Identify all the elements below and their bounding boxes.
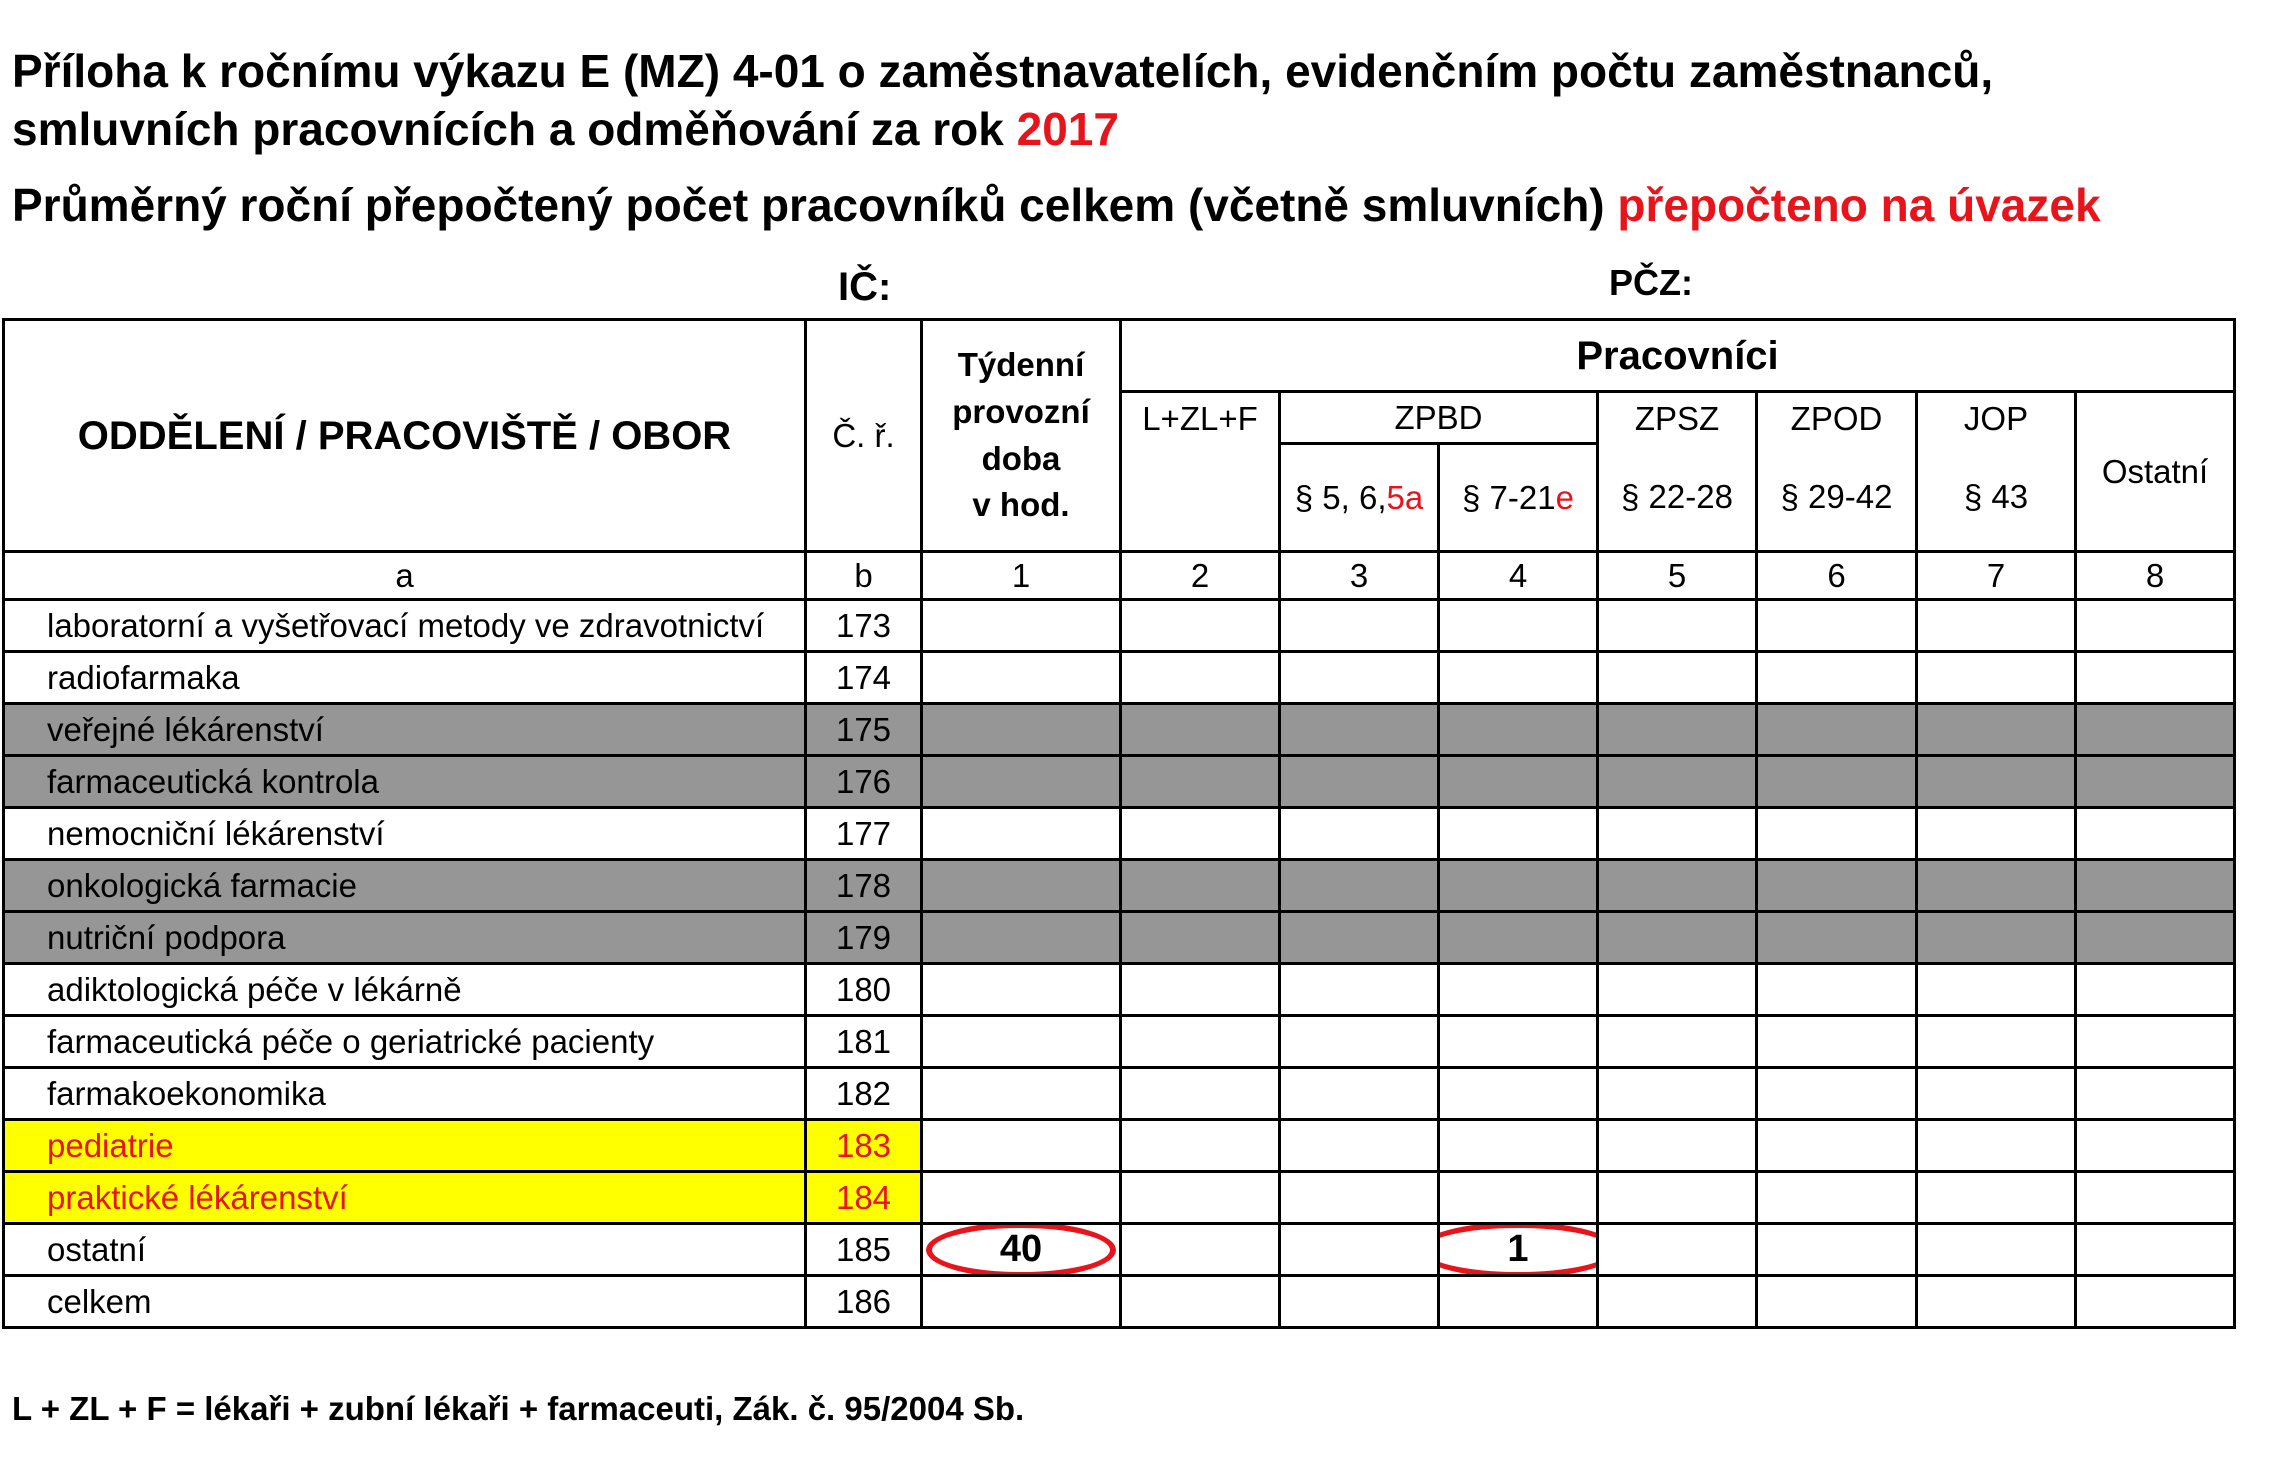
value-cell-col-1[interactable] xyxy=(922,1016,1121,1068)
value-cell-col-6[interactable] xyxy=(1757,808,1917,860)
col-index-6: 6 xyxy=(1757,552,1917,600)
header-p3-black: § 5, 6, xyxy=(1294,478,1387,516)
row-name: farmakoekonomika xyxy=(4,1068,806,1120)
value-cell-col-5[interactable] xyxy=(1598,912,1757,964)
value-cell-col-3[interactable] xyxy=(1280,1172,1439,1224)
row-code: 182 xyxy=(806,1068,922,1120)
value-cell-col-1[interactable] xyxy=(922,1120,1121,1172)
value-cell-col-8[interactable] xyxy=(2076,1120,2235,1172)
value-cell-col-8[interactable] xyxy=(2076,912,2235,964)
value-cell-col-2[interactable] xyxy=(1121,964,1280,1016)
value-cell-col-1[interactable] xyxy=(922,860,1121,912)
value-cell-col-4[interactable] xyxy=(1439,1068,1598,1120)
value-cell-col-2[interactable] xyxy=(1121,808,1280,860)
value-cell-col-8[interactable] xyxy=(2076,600,2235,652)
value-cell-col-5[interactable] xyxy=(1598,1120,1757,1172)
value-cell-col-5[interactable] xyxy=(1598,756,1757,808)
value-cell-col-4[interactable] xyxy=(1439,1172,1598,1224)
value-cell-col-6[interactable] xyxy=(1757,1224,1917,1276)
header-weekly-hours-l2: provozní xyxy=(952,392,1090,430)
value-cell-col-5[interactable] xyxy=(1598,652,1757,704)
row-code: 183 xyxy=(806,1120,922,1172)
value-cell-col-2[interactable] xyxy=(1121,1276,1280,1328)
value-cell-col-8[interactable] xyxy=(2076,756,2235,808)
header-cr: Č. ř. xyxy=(806,320,922,552)
value-cell-col-3[interactable] xyxy=(1280,1068,1439,1120)
row-code: 185 xyxy=(806,1224,922,1276)
value-cell-col-4[interactable] xyxy=(1439,600,1598,652)
row-code: 175 xyxy=(806,704,922,756)
value-cell-col-2[interactable] xyxy=(1121,1068,1280,1120)
value-cell-col-4[interactable] xyxy=(1439,704,1598,756)
value-cell-col-7[interactable] xyxy=(1917,964,2076,1016)
value-cell-col-5[interactable] xyxy=(1598,1172,1757,1224)
table-row xyxy=(4,808,2235,860)
value-cell-col-8[interactable] xyxy=(2076,1068,2235,1120)
value-cell-col-2[interactable] xyxy=(1121,912,1280,964)
header-lzlf-sub xyxy=(1121,444,1280,552)
value-cell-col-1[interactable] xyxy=(922,1172,1121,1224)
header-p4-red: e xyxy=(1555,478,1574,516)
value-cell-col-3[interactable] xyxy=(1280,964,1439,1016)
row-name: ostatní xyxy=(4,1224,806,1276)
table-row xyxy=(4,1120,2235,1172)
value-cell-col-5[interactable] xyxy=(1598,600,1757,652)
row-code: 174 xyxy=(806,652,922,704)
footnote: L + ZL + F = lékaři + zubní lékaři + farmaceuti, Zák. č. 95/2004 Sb. xyxy=(12,1390,1025,1427)
table-row xyxy=(4,756,2235,808)
value-cell-col-1[interactable] xyxy=(922,808,1121,860)
row-code: 179 xyxy=(806,912,922,964)
value-cell-col-4[interactable] xyxy=(1439,808,1598,860)
value-cell-col-3[interactable] xyxy=(1280,1276,1439,1328)
ic-label: IČ: xyxy=(838,265,892,309)
circled-value: 1 xyxy=(1439,1224,1598,1276)
value-cell-col-6[interactable] xyxy=(1757,964,1917,1016)
table-row xyxy=(4,1224,2235,1276)
header-ostatni: Ostatní xyxy=(2076,392,2235,552)
col-index-2: 2 xyxy=(1121,552,1280,600)
row-code: 181 xyxy=(806,1016,922,1068)
column-index-row xyxy=(4,552,2235,600)
value-cell-col-6[interactable] xyxy=(1757,860,1917,912)
value-cell-col-7[interactable] xyxy=(1917,756,2076,808)
value-cell-col-2[interactable] xyxy=(1121,1120,1280,1172)
value-cell-col-2[interactable] xyxy=(1121,1224,1280,1276)
header-lzlf: L+ZL+F xyxy=(1121,392,1280,444)
value-cell-col-8[interactable] xyxy=(2076,1276,2235,1328)
value-cell-col-1[interactable] xyxy=(922,964,1121,1016)
value-cell-col-7[interactable] xyxy=(1917,1016,2076,1068)
row-code: 176 xyxy=(806,756,922,808)
col-index-3: 3 xyxy=(1280,552,1439,600)
value-cell-col-3[interactable] xyxy=(1280,1016,1439,1068)
header-weekly-hours-l4: v hod. xyxy=(972,486,1070,524)
value-cell-col-2[interactable] xyxy=(1121,860,1280,912)
value-cell-col-8[interactable] xyxy=(2076,808,2235,860)
row-name: nemocniční lékárenství xyxy=(4,808,806,860)
row-name: onkologická farmacie xyxy=(4,860,806,912)
value-cell-col-2[interactable] xyxy=(1121,652,1280,704)
value-cell-col-2[interactable] xyxy=(1121,600,1280,652)
col-index-b: b xyxy=(806,552,922,600)
value-cell-col-2[interactable] xyxy=(1121,756,1280,808)
value-cell-col-6[interactable] xyxy=(1757,600,1917,652)
value-cell-col-7[interactable] xyxy=(1917,912,2076,964)
row-name: laboratorní a vyšetřovací metody ve zdravotnictví xyxy=(4,600,806,652)
value-cell-col-6[interactable] xyxy=(1757,1068,1917,1120)
value-cell-col-2[interactable] xyxy=(1121,704,1280,756)
value-cell-col-4[interactable] xyxy=(1439,652,1598,704)
value-cell-col-8[interactable] xyxy=(2076,964,2235,1016)
value-cell-col-3[interactable] xyxy=(1280,756,1439,808)
value-cell-col-4[interactable] xyxy=(1439,1016,1598,1068)
title-line-3-red: přepočteno na úvazek xyxy=(1617,179,2101,231)
header-zpsz: ZPSZ xyxy=(1598,392,1757,444)
value-cell-col-3[interactable] xyxy=(1280,912,1439,964)
value-cell-col-3[interactable] xyxy=(1280,1120,1439,1172)
row-name: nutriční podpora xyxy=(4,912,806,964)
value-cell-col-6[interactable] xyxy=(1757,756,1917,808)
title-line-2-text: smluvních pracovnících a odměňování za rok xyxy=(12,103,1017,155)
table-row xyxy=(4,600,2235,652)
value-cell-col-3[interactable] xyxy=(1280,1224,1439,1276)
value-cell-col-7[interactable] xyxy=(1917,652,2076,704)
value-cell-col-7[interactable] xyxy=(1917,1120,2076,1172)
value-cell-col-5[interactable] xyxy=(1598,860,1757,912)
value-cell-col-6[interactable] xyxy=(1757,704,1917,756)
value-cell-col-6[interactable] xyxy=(1757,652,1917,704)
value-cell-col-8[interactable] xyxy=(2076,652,2235,704)
value-cell-col-8[interactable] xyxy=(2076,860,2235,912)
row-code: 186 xyxy=(806,1276,922,1328)
row-code: 178 xyxy=(806,860,922,912)
table-row xyxy=(4,652,2235,704)
row-code: 184 xyxy=(806,1172,922,1224)
value-cell-col-2[interactable] xyxy=(1121,1016,1280,1068)
value-cell-col-8[interactable] xyxy=(2076,1016,2235,1068)
title-line-2 xyxy=(12,103,1119,155)
row-name: farmaceutická kontrola xyxy=(4,756,806,808)
value-cell-col-7[interactable] xyxy=(1917,1068,2076,1120)
value-cell-col-4[interactable] xyxy=(1439,1120,1598,1172)
header-p3 xyxy=(1280,444,1439,552)
value-cell-col-3[interactable] xyxy=(1280,860,1439,912)
col-index-4: 4 xyxy=(1439,552,1598,600)
value-cell-col-3[interactable] xyxy=(1280,808,1439,860)
value-cell-col-1[interactable] xyxy=(922,600,1121,652)
table-row xyxy=(4,1068,2235,1120)
value-cell-col-5[interactable] xyxy=(1598,704,1757,756)
value-cell-col-3[interactable] xyxy=(1280,600,1439,652)
table-row xyxy=(4,1276,2235,1328)
title-line-1: Příloha k ročnímu výkazu E (MZ) 4-01 o zaměstnavatelích, evidenčním počtu zaměstnanců, xyxy=(12,45,1994,97)
value-cell-col-1[interactable] xyxy=(922,756,1121,808)
value-cell-col-6[interactable] xyxy=(1757,912,1917,964)
col-index-5: 5 xyxy=(1598,552,1757,600)
row-name: celkem xyxy=(4,1276,806,1328)
value-cell-col-8[interactable] xyxy=(2076,704,2235,756)
value-cell-col-6[interactable] xyxy=(1757,1120,1917,1172)
value-cell-col-2[interactable] xyxy=(1121,1172,1280,1224)
value-cell-col-4[interactable] xyxy=(1439,756,1598,808)
value-cell-col-1[interactable] xyxy=(922,912,1121,964)
row-name: adiktologická péče v lékárně xyxy=(4,964,806,1016)
circled-value: 40 xyxy=(926,1224,1116,1276)
pcz-label: PČZ: xyxy=(1609,262,1693,303)
value-cell-col-4[interactable] xyxy=(1439,860,1598,912)
header-zpbd: ZPBD xyxy=(1280,392,1598,444)
header-zpod: ZPOD xyxy=(1757,392,1917,444)
table-body xyxy=(4,600,2235,1328)
row-code: 173 xyxy=(806,600,922,652)
value-cell-col-7[interactable] xyxy=(1917,808,2076,860)
value-cell-col-3[interactable] xyxy=(1280,704,1439,756)
row-name: veřejné lékárenství xyxy=(4,704,806,756)
title-line-3 xyxy=(12,179,2101,231)
value-cell-col-1[interactable] xyxy=(922,1276,1121,1328)
value-cell-col-4[interactable] xyxy=(1439,964,1598,1016)
value-cell-col-5[interactable] xyxy=(1598,1016,1757,1068)
table-row xyxy=(4,860,2235,912)
table-row xyxy=(4,912,2235,964)
value-cell-col-4[interactable] xyxy=(1439,1276,1598,1328)
header-p5: § 22-28 xyxy=(1598,444,1757,552)
header-dept: ODDĚLENÍ / PRACOVIŠTĚ / OBOR xyxy=(4,320,806,552)
value-cell-col-1[interactable] xyxy=(922,652,1121,704)
value-cell-col-4[interactable] xyxy=(1439,912,1598,964)
header-p6: § 29-42 xyxy=(1757,444,1917,552)
value-cell-col-8[interactable] xyxy=(2076,1224,2235,1276)
value-cell-col-6[interactable] xyxy=(1757,1172,1917,1224)
value-cell-col-4[interactable] xyxy=(1439,1224,1598,1276)
value-cell-col-7[interactable] xyxy=(1917,600,2076,652)
header-pracovnici: Pracovníci xyxy=(1121,320,2235,392)
row-code: 177 xyxy=(806,808,922,860)
header-weekly-hours-l3: doba xyxy=(981,439,1061,477)
table-row xyxy=(4,1172,2235,1224)
header-p3-red: 5a xyxy=(1386,478,1424,516)
col-index-8: 8 xyxy=(2076,552,2235,600)
row-name: pediatrie xyxy=(4,1120,806,1172)
header-p4-black: § 7-21 xyxy=(1462,478,1556,516)
value-cell-col-7[interactable] xyxy=(1917,1224,2076,1276)
table-row xyxy=(4,1016,2235,1068)
header-weekly-hours xyxy=(922,320,1121,552)
table-row xyxy=(4,964,2235,1016)
value-cell-col-1[interactable] xyxy=(922,704,1121,756)
row-name: radiofarmaka xyxy=(4,652,806,704)
value-cell-col-7[interactable] xyxy=(1917,704,2076,756)
value-cell-col-5[interactable] xyxy=(1598,808,1757,860)
col-index-a: a xyxy=(4,552,806,600)
title-line-3-text: Průměrný roční přepočtený počet pracovníků celkem (včetně smluvních) xyxy=(12,179,1618,231)
value-cell-col-6[interactable] xyxy=(1757,1276,1917,1328)
value-cell-col-7[interactable] xyxy=(1917,1276,2076,1328)
row-name: praktické lékárenství xyxy=(4,1172,806,1224)
value-cell-col-5[interactable] xyxy=(1598,964,1757,1016)
header-p7: § 43 xyxy=(1917,444,2076,552)
row-code: 180 xyxy=(806,964,922,1016)
value-cell-col-5[interactable] xyxy=(1598,1276,1757,1328)
report-year: 2017 xyxy=(1016,103,1119,155)
header-p4 xyxy=(1439,444,1598,552)
col-index-1: 1 xyxy=(922,552,1121,600)
value-cell-col-7[interactable] xyxy=(1917,1172,2076,1224)
staff-table xyxy=(2,318,2236,1329)
value-cell-col-1[interactable] xyxy=(922,1224,1121,1276)
value-cell-col-5[interactable] xyxy=(1598,1068,1757,1120)
value-cell-col-6[interactable] xyxy=(1757,1016,1917,1068)
value-cell-col-5[interactable] xyxy=(1598,1224,1757,1276)
header-weekly-hours-l1: Týdenní xyxy=(957,345,1085,383)
col-index-7: 7 xyxy=(1917,552,2076,600)
value-cell-col-3[interactable] xyxy=(1280,652,1439,704)
value-cell-col-1[interactable] xyxy=(922,1068,1121,1120)
row-name: farmaceutická péče o geriatrické pacienty xyxy=(4,1016,806,1068)
value-cell-col-8[interactable] xyxy=(2076,1172,2235,1224)
header-jop: JOP xyxy=(1917,392,2076,444)
table-row xyxy=(4,704,2235,756)
value-cell-col-7[interactable] xyxy=(1917,860,2076,912)
